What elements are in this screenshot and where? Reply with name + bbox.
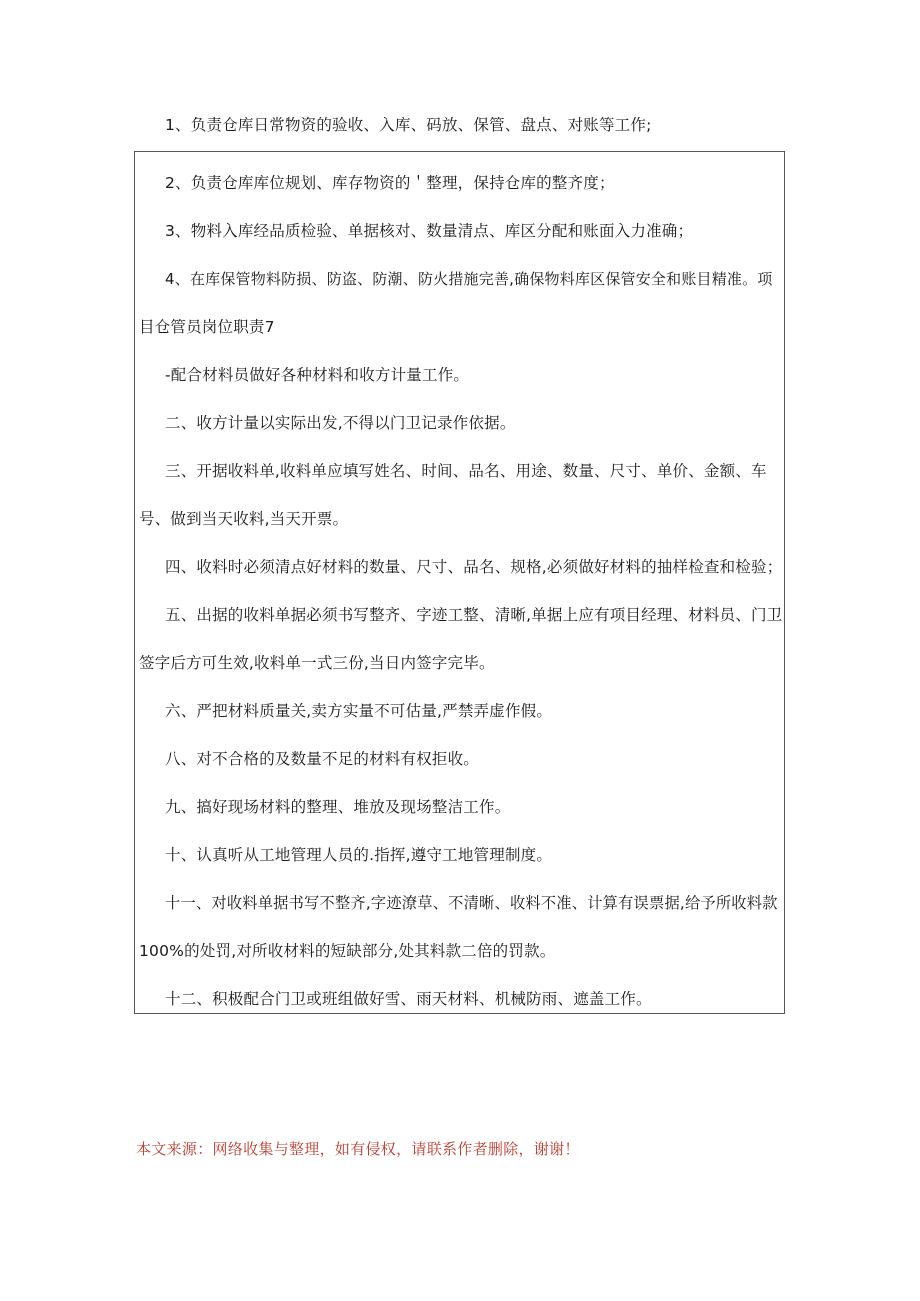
- paragraph-line: 签字后方可生效,收料单一式三份,当日内签字完毕。: [139, 654, 495, 672]
- paragraph-line: 3、物料入库经品质检验、单据核对、数量清点、库区分配和账面入力准确；: [165, 222, 694, 240]
- paragraph-line: 九、搞好现场材料的整理、堆放及现场整洁工作。: [165, 798, 511, 816]
- paragraph-line: 十一、对收料单据书写不整齐,字迹潦草、不清晰、收料不准、计算有误票据,给予所收料款: [165, 894, 778, 912]
- source-note: 本文来源：网络收集与整理，如有侵权，请联系作者删除，谢谢！: [136, 1140, 580, 1158]
- paragraph-line: 4、在库保管物料防损、防盗、防潮、防火措施完善,确保物料库区保管安全和账目精准。项: [165, 270, 773, 288]
- intro-item: 1、负责仓库日常物资的验收、入库、码放、保管、盘点、对账等工作;: [165, 116, 652, 134]
- paragraph-line: 五、出据的收料单据必须书写整齐、字迹工整、清晰,单据上应有项目经理、材料员、门卫: [165, 606, 783, 624]
- paragraph-line: 2、负责仓库库位规划、库存物资的＇整理，保持仓库的整齐度；: [165, 174, 615, 192]
- paragraph-line: -配合材料员做好各种材料和收方计量工作。: [165, 366, 470, 384]
- paragraph-line: 目仓管员岗位职责7: [139, 318, 275, 336]
- paragraph-line: 八、对不合格的及数量不足的材料有权拒收。: [165, 750, 480, 768]
- paragraph-line: 二、收方计量以实际出发,不得以门卫记录作依据。: [165, 414, 516, 432]
- paragraph-line: 号、做到当天收料,当天开票。: [139, 510, 349, 528]
- paragraph-line: 十二、积极配合门卫或班组做好雪、雨天材料、机械防雨、遮盖工作。: [165, 990, 652, 1008]
- paragraph-line: 六、严把材料质量关,卖方实量不可估量,严禁弄虚作假。: [165, 702, 553, 720]
- paragraph-line: 三、开据收料单,收料单应填写姓名、时间、品名、用途、数量、尺寸、单价、金额、车: [165, 462, 767, 480]
- paragraph-line: 四、收料时必须清点好材料的数量、尺寸、品名、规格,必须做好材料的抽样检查和检验；: [165, 558, 783, 576]
- paragraph-line: 十、认真听从工地管理人员的.指挥,遵守工地管理制度。: [165, 846, 553, 864]
- paragraph-line: 100%的处罚,对所收材料的短缺部分,处其料款二倍的罚款。: [139, 942, 556, 960]
